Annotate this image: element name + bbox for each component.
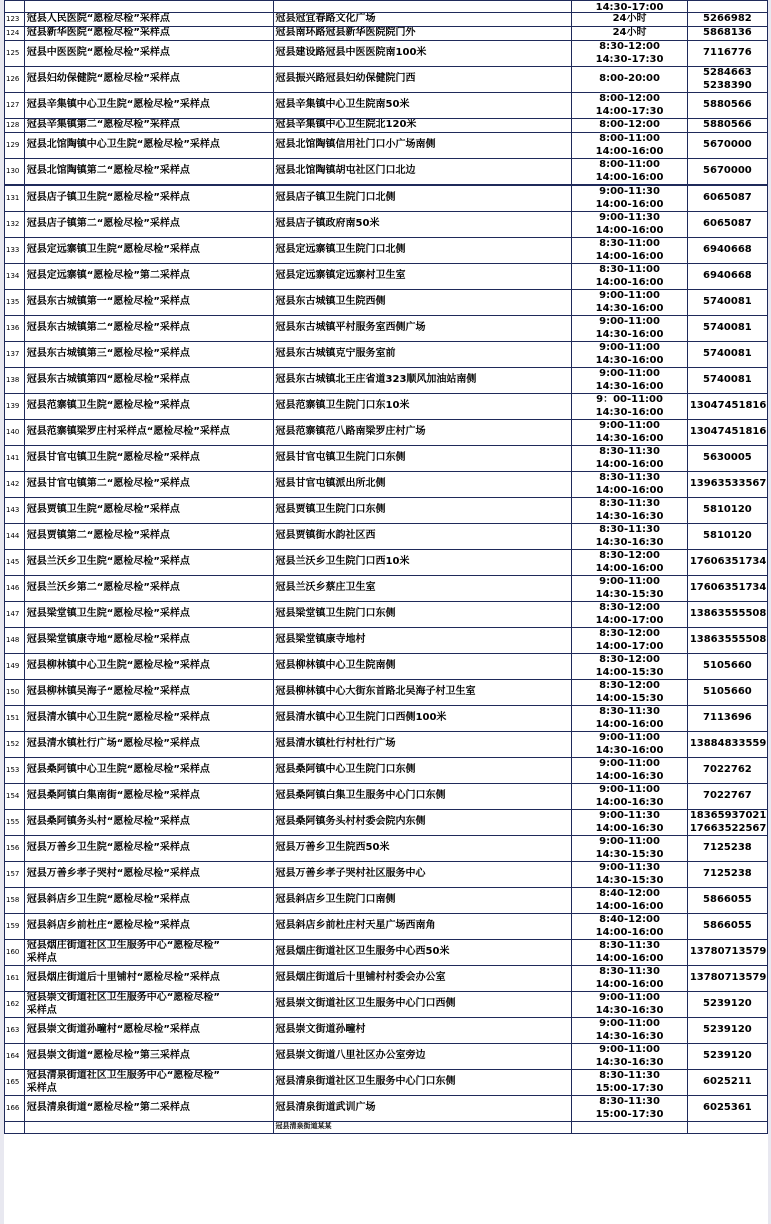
site-name: 冠县中医医院“愿检尽检”采样点	[24, 41, 273, 67]
table-row	[5, 1044, 768, 1070]
site-name: 冠县桑阿镇白集南街“愿检尽检”采样点	[24, 784, 273, 810]
table-row	[5, 93, 768, 119]
site-address: 冠县桑阿镇白集卫生服务中心门口东侧	[273, 784, 572, 810]
site-phone: 7022767	[687, 784, 767, 810]
site-phone: 6025361	[687, 1096, 767, 1122]
table-row	[5, 264, 768, 290]
row-number: 163	[5, 1018, 25, 1044]
table-row-partial-top	[5, 1, 768, 13]
site-address: 冠县东古城镇北王庄省道323顺风加油站南侧	[273, 368, 572, 394]
sampling-sites-table-sheet	[4, 0, 768, 1224]
site-name: 冠县店子镇第二“愿检尽检”采样点	[24, 212, 273, 238]
row-number: 158	[5, 888, 25, 914]
row-number: 133	[5, 238, 25, 264]
site-phone: 17606351734	[687, 576, 767, 602]
row-number: 135	[5, 290, 25, 316]
row-number: 138	[5, 368, 25, 394]
site-phone: 5880566	[687, 93, 767, 119]
site-name: 冠县烟庄街道后十里铺村“愿检尽检”采样点	[24, 966, 273, 992]
site-address: 冠县辛集镇中心卫生院南50米	[273, 93, 572, 119]
site-name: 冠县甘官屯镇第二“愿检尽检”采样点	[24, 472, 273, 498]
site-phone: 5740081	[687, 290, 767, 316]
table-row	[5, 27, 768, 41]
site-name: 冠县清水镇杜行广场“愿检尽检”采样点	[24, 732, 273, 758]
table-row	[5, 119, 768, 133]
site-address: 冠县万善乡卫生院西50米	[273, 836, 572, 862]
table-row	[5, 1096, 768, 1122]
site-phone: 5740081	[687, 368, 767, 394]
site-hours: 9:00-11:00 14:30-16:00	[572, 316, 688, 342]
site-name: 冠县柳林镇中心卫生院“愿检尽检”采样点	[24, 654, 273, 680]
row-number: 136	[5, 316, 25, 342]
site-hours: 8:30-11:30 14:00-16:00	[572, 446, 688, 472]
table-row	[5, 940, 768, 966]
site-hours: 9:00-11:00 14:30-16:30	[572, 1044, 688, 1070]
site-hours: 8:30-11:30 15:00-17:30	[572, 1070, 688, 1096]
site-name: 冠县贾镇第二“愿检尽检”采样点	[24, 524, 273, 550]
table-row	[5, 1018, 768, 1044]
row-number: 157	[5, 862, 25, 888]
site-address: 冠县贾镇街水韵社区西	[273, 524, 572, 550]
site-hours: 8:00-11:00 14:00-16:00	[572, 133, 688, 159]
row-number: 128	[5, 119, 25, 133]
site-phone: 7022762	[687, 758, 767, 784]
site-hours: 9:00-11:00 14:30-15:30	[572, 836, 688, 862]
site-phone: 17606351734	[687, 550, 767, 576]
site-address: 冠县烟庄街道后十里铺村村委会办公室	[273, 966, 572, 992]
row-number: 150	[5, 680, 25, 706]
site-hours: 9:00-11:00 14:30-15:30	[572, 576, 688, 602]
site-hours: 8:30-11:00 14:00-16:00	[572, 264, 688, 290]
site-hours: 9:00-11:00 14:30-16:00	[572, 368, 688, 394]
row-number: 125	[5, 41, 25, 67]
table-row	[5, 159, 768, 186]
row-number: 139	[5, 394, 25, 420]
site-phone: 6025211	[687, 1070, 767, 1096]
site-phone: 13047451816	[687, 420, 767, 446]
site-name: 冠县新华医院“愿检尽检”采样点	[24, 27, 273, 41]
site-hours: 8:30-11:00 14:00-16:00	[572, 238, 688, 264]
site-address: 冠县斜店乡卫生院门口南侧	[273, 888, 572, 914]
site-address: 冠县东古城镇平村服务室西侧广场	[273, 316, 572, 342]
site-address: 冠县北馆陶镇信用社门口小广场南侧	[273, 133, 572, 159]
site-hours: 8:30-11:30 14:00-16:00	[572, 706, 688, 732]
site-hours: 8:00-12:00 14:00-17:30	[572, 93, 688, 119]
table-row	[5, 1070, 768, 1096]
table-row-partial-bottom	[5, 1122, 768, 1134]
table-row	[5, 212, 768, 238]
site-hours: 8:30-12:00 14:00-15:30	[572, 654, 688, 680]
table-row	[5, 41, 768, 67]
site-address: 冠县建设路冠县中医医院南100米	[273, 41, 572, 67]
row-number: 156	[5, 836, 25, 862]
site-phone: 5105660	[687, 654, 767, 680]
row-number: 123	[5, 13, 25, 27]
site-name: 冠县清泉街道社区卫生服务中心“愿检尽检” 采样点	[24, 1070, 273, 1096]
row-number: 146	[5, 576, 25, 602]
site-name: 冠县万善乡孝子哭村“愿检尽检”采样点	[24, 862, 273, 888]
site-phone: 13884833559	[687, 732, 767, 758]
site-address: 冠县南环路冠县新华医院院门外	[273, 27, 572, 41]
site-hours: 8:40-12:00 14:00-16:00	[572, 888, 688, 914]
site-phone: 13863555508	[687, 628, 767, 654]
site-name: 冠县定远寨镇卫生院“愿检尽检”采样点	[24, 238, 273, 264]
site-name: 冠县北馆陶镇中心卫生院“愿检尽检”采样点	[24, 133, 273, 159]
table-row	[5, 784, 768, 810]
site-hours: 8:30-12:00 14:30-17:30	[572, 41, 688, 67]
site-name: 冠县清泉街道“愿检尽检”第二采样点	[24, 1096, 273, 1122]
row-number: 144	[5, 524, 25, 550]
site-name: 冠县东古城镇第二“愿检尽检”采样点	[24, 316, 273, 342]
site-hours	[572, 1122, 688, 1134]
row-number: 142	[5, 472, 25, 498]
site-name	[24, 1, 273, 13]
site-phone: 5630005	[687, 446, 767, 472]
site-hours: 8:30-12:00 14:00-17:00	[572, 628, 688, 654]
table-row	[5, 368, 768, 394]
table-row	[5, 394, 768, 420]
table-row	[5, 498, 768, 524]
row-number: 164	[5, 1044, 25, 1070]
site-hours: 9:00-11:30 14:00-16:00	[572, 185, 688, 212]
site-phone: 5266982	[687, 13, 767, 27]
table-row	[5, 67, 768, 93]
site-hours: 9:00-11:00 14:30-16:00	[572, 290, 688, 316]
site-hours: 8:30-11:30 14:00-16:00	[572, 472, 688, 498]
table-row	[5, 576, 768, 602]
site-hours: 8:30-12:00 14:00-16:00	[572, 550, 688, 576]
site-phone: 13963533567	[687, 472, 767, 498]
table-row	[5, 602, 768, 628]
site-name: 冠县北馆陶镇第二“愿检尽检”采样点	[24, 159, 273, 186]
row-number: 143	[5, 498, 25, 524]
site-hours: 8:40-12:00 14:00-16:00	[572, 914, 688, 940]
table-row	[5, 316, 768, 342]
site-name: 冠县兰沃乡第二“愿检尽检”采样点	[24, 576, 273, 602]
site-address: 冠县振兴路冠县妇幼保健院门西	[273, 67, 572, 93]
sampling-sites-table	[4, 0, 768, 1134]
site-phone: 5810120	[687, 498, 767, 524]
table-body	[5, 1, 768, 1134]
site-name: 冠县清水镇中心卫生院“愿检尽检”采样点	[24, 706, 273, 732]
table-row	[5, 550, 768, 576]
row-number: 124	[5, 27, 25, 41]
table-row	[5, 862, 768, 888]
site-address: 冠县梁堂镇康寺地村	[273, 628, 572, 654]
row-number: 159	[5, 914, 25, 940]
site-address	[273, 1, 572, 13]
site-hours: 9:00-11:00 14:30-16:30	[572, 992, 688, 1018]
site-name	[24, 1122, 273, 1134]
site-name: 冠县定远寨镇“愿检尽检”第二采样点	[24, 264, 273, 290]
row-number	[5, 1122, 25, 1134]
row-number: 166	[5, 1096, 25, 1122]
row-number: 130	[5, 159, 25, 186]
row-number: 141	[5, 446, 25, 472]
table-row	[5, 133, 768, 159]
site-phone: 7125238	[687, 862, 767, 888]
site-hours: 8:30-11:30 14:00-16:00	[572, 966, 688, 992]
site-phone: 5740081	[687, 316, 767, 342]
row-number: 137	[5, 342, 25, 368]
row-number: 161	[5, 966, 25, 992]
site-name: 冠县辛集镇第二“愿检尽检”采样点	[24, 119, 273, 133]
site-name: 冠县甘官屯镇卫生院“愿检尽检”采样点	[24, 446, 273, 472]
site-address: 冠县甘官屯镇派出所北侧	[273, 472, 572, 498]
table-row	[5, 342, 768, 368]
site-name: 冠县人民医院“愿检尽检”采样点	[24, 13, 273, 27]
site-address: 冠县崇文街道孙疃村	[273, 1018, 572, 1044]
site-hours: 8:30-12:00 14:00-15:30	[572, 680, 688, 706]
site-address: 冠县清水镇中心卫生院门口西侧100米	[273, 706, 572, 732]
site-name: 冠县梁堂镇康寺地“愿检尽检”采样点	[24, 628, 273, 654]
site-phone	[687, 1, 767, 13]
site-phone: 18365937021 17663522567	[687, 810, 767, 836]
site-name: 冠县桑阿镇中心卫生院“愿检尽检”采样点	[24, 758, 273, 784]
row-number: 145	[5, 550, 25, 576]
table-row	[5, 706, 768, 732]
site-name: 冠县崇文街道社区卫生服务中心“愿检尽检” 采样点	[24, 992, 273, 1018]
site-name: 冠县柳林镇吴海子“愿检尽检”采样点	[24, 680, 273, 706]
site-hours: 9:00-11:00 14:00-16:30	[572, 758, 688, 784]
site-phone: 6065087	[687, 212, 767, 238]
site-hours: 8:00-11:00 14:00-16:00	[572, 159, 688, 186]
site-phone: 5880566	[687, 119, 767, 133]
site-name: 冠县东古城镇第四“愿检尽检”采样点	[24, 368, 273, 394]
site-name: 冠县贾镇卫生院“愿检尽检”采样点	[24, 498, 273, 524]
site-phone: 7113696	[687, 706, 767, 732]
row-number: 149	[5, 654, 25, 680]
row-number: 134	[5, 264, 25, 290]
site-address: 冠县范寨镇范八路南梁罗庄村广场	[273, 420, 572, 446]
row-number: 151	[5, 706, 25, 732]
table-row	[5, 446, 768, 472]
table-row	[5, 628, 768, 654]
table-row	[5, 992, 768, 1018]
site-name: 冠县烟庄街道社区卫生服务中心“愿检尽检” 采样点	[24, 940, 273, 966]
site-phone: 5105660	[687, 680, 767, 706]
site-address: 冠县万善乡孝子哭村社区服务中心	[273, 862, 572, 888]
site-hours: 9：00-11:00 14:30-16:00	[572, 394, 688, 420]
site-phone: 5866055	[687, 914, 767, 940]
row-number: 165	[5, 1070, 25, 1096]
site-name: 冠县桑阿镇务头村“愿检尽检”采样点	[24, 810, 273, 836]
table-row	[5, 914, 768, 940]
site-phone: 13047451816	[687, 394, 767, 420]
site-phone: 6940668	[687, 264, 767, 290]
row-number: 155	[5, 810, 25, 836]
site-address: 冠县定远寨镇定远寨村卫生室	[273, 264, 572, 290]
table-row	[5, 185, 768, 212]
site-hours: 24小时	[572, 13, 688, 27]
row-number: 148	[5, 628, 25, 654]
site-name: 冠县店子镇卫生院“愿检尽检”采样点	[24, 185, 273, 212]
site-name: 冠县斜店乡前杜庄“愿检尽检”采样点	[24, 914, 273, 940]
table-row	[5, 680, 768, 706]
row-number: 126	[5, 67, 25, 93]
site-hours: 9:00-11:30 14:30-15:30	[572, 862, 688, 888]
row-number: 129	[5, 133, 25, 159]
site-address: 冠县店子镇卫生院门口北侧	[273, 185, 572, 212]
site-phone: 5284663 5238390	[687, 67, 767, 93]
site-address: 冠县柳林镇中心卫生院南侧	[273, 654, 572, 680]
site-address: 冠县定远寨镇卫生院门口北侧	[273, 238, 572, 264]
table-row	[5, 836, 768, 862]
site-phone: 6065087	[687, 185, 767, 212]
site-phone: 13863555508	[687, 602, 767, 628]
table-row	[5, 654, 768, 680]
table-row	[5, 758, 768, 784]
row-number: 132	[5, 212, 25, 238]
site-name: 冠县兰沃乡卫生院“愿检尽检”采样点	[24, 550, 273, 576]
site-address: 冠县崇文街道社区卫生服务中心门口西侧	[273, 992, 572, 1018]
site-hours: 24小时	[572, 27, 688, 41]
site-phone: 13780713579	[687, 940, 767, 966]
site-address: 冠县柳林镇中心大街东首路北吴海子村卫生室	[273, 680, 572, 706]
site-phone: 5239120	[687, 1044, 767, 1070]
site-hours: 8:00-12:00	[572, 119, 688, 133]
site-name: 冠县万善乡卫生院“愿检尽检”采样点	[24, 836, 273, 862]
row-number: 162	[5, 992, 25, 1018]
row-number: 154	[5, 784, 25, 810]
row-number: 152	[5, 732, 25, 758]
site-address: 冠县北馆陶镇胡屯社区门口北边	[273, 159, 572, 186]
site-name: 冠县妇幼保健院“愿检尽检”采样点	[24, 67, 273, 93]
site-address: 冠县甘官屯镇卫生院门口东侧	[273, 446, 572, 472]
site-phone: 5810120	[687, 524, 767, 550]
site-address: 冠县清水镇杜行村杜行广场	[273, 732, 572, 758]
site-name: 冠县范寨镇梁罗庄村采样点“愿检尽检”采样点	[24, 420, 273, 446]
site-address: 冠县范寨镇卫生院门口东10米	[273, 394, 572, 420]
row-number	[5, 1, 25, 13]
row-number: 140	[5, 420, 25, 446]
table-row	[5, 420, 768, 446]
site-hours: 8:30-12:00 14:00-17:00	[572, 602, 688, 628]
site-name: 冠县崇文街道“愿检尽检”第三采样点	[24, 1044, 273, 1070]
site-hours: 8:30-11:30 14:30-16:30	[572, 524, 688, 550]
site-phone: 5239120	[687, 1018, 767, 1044]
table-row	[5, 732, 768, 758]
site-phone: 13780713579	[687, 966, 767, 992]
site-address: 冠县兰沃乡蔡庄卫生室	[273, 576, 572, 602]
site-address: 冠县桑阿镇务头村村委会院内东侧	[273, 810, 572, 836]
site-name: 冠县东古城镇第三“愿检尽检”采样点	[24, 342, 273, 368]
site-address: 冠县兰沃乡卫生院门口西10米	[273, 550, 572, 576]
site-hours: 9:00-11:00 14:30-16:00	[572, 420, 688, 446]
table-row	[5, 966, 768, 992]
site-address: 冠县清泉街道社区卫生服务中心门口东侧	[273, 1070, 572, 1096]
site-hours: 8:30-11:30 14:00-16:00	[572, 940, 688, 966]
site-name: 冠县梁堂镇卫生院“愿检尽检”采样点	[24, 602, 273, 628]
site-address: 冠县梁堂镇卫生院门口东侧	[273, 602, 572, 628]
table-row	[5, 238, 768, 264]
table-row	[5, 472, 768, 498]
site-address: 冠县清泉街道武训广场	[273, 1096, 572, 1122]
site-name: 冠县辛集镇中心卫生院“愿检尽检”采样点	[24, 93, 273, 119]
site-phone: 5868136	[687, 27, 767, 41]
row-number: 147	[5, 602, 25, 628]
site-address: 冠县东古城镇卫生院西侧	[273, 290, 572, 316]
site-hours: 14:30-17:00	[572, 1, 688, 13]
site-name: 冠县斜店乡卫生院“愿检尽检”采样点	[24, 888, 273, 914]
site-phone: 5866055	[687, 888, 767, 914]
site-address: 冠县清泉街道某某	[273, 1122, 572, 1134]
site-hours: 9:00-11:30 14:00-16:30	[572, 810, 688, 836]
site-hours: 8:30-11:30 14:30-16:30	[572, 498, 688, 524]
site-address: 冠县桑阿镇中心卫生院门口东侧	[273, 758, 572, 784]
site-name: 冠县崇文街道孙疃村“愿检尽检”采样点	[24, 1018, 273, 1044]
site-hours: 8:00-20:00	[572, 67, 688, 93]
row-number: 127	[5, 93, 25, 119]
site-phone: 5239120	[687, 992, 767, 1018]
site-address: 冠县贾镇卫生院门口东侧	[273, 498, 572, 524]
site-hours: 8:30-11:30 15:00-17:30	[572, 1096, 688, 1122]
table-row	[5, 810, 768, 836]
row-number: 131	[5, 185, 25, 212]
site-address: 冠县店子镇政府南50米	[273, 212, 572, 238]
site-address: 冠县斜店乡前杜庄村天星广场西南角	[273, 914, 572, 940]
site-address: 冠县辛集镇中心卫生院北120米	[273, 119, 572, 133]
site-hours: 9:00-11:00 14:00-16:30	[572, 784, 688, 810]
row-number: 153	[5, 758, 25, 784]
row-number: 160	[5, 940, 25, 966]
site-hours: 9:00-11:00 14:30-16:30	[572, 1018, 688, 1044]
site-hours: 9:00-11:30 14:00-16:00	[572, 212, 688, 238]
table-row	[5, 524, 768, 550]
site-name: 冠县东古城镇第一“愿检尽检”采样点	[24, 290, 273, 316]
site-phone: 5670000	[687, 133, 767, 159]
table-row	[5, 13, 768, 27]
site-address: 冠县烟庄街道社区卫生服务中心西50米	[273, 940, 572, 966]
site-address: 冠县东古城镇克宁服务室前	[273, 342, 572, 368]
table-row	[5, 888, 768, 914]
site-name: 冠县范寨镇卫生院“愿检尽检”采样点	[24, 394, 273, 420]
site-phone: 7116776	[687, 41, 767, 67]
site-address: 冠县冠宜春路文化广场	[273, 13, 572, 27]
site-phone: 5740081	[687, 342, 767, 368]
site-address: 冠县崇文街道八里社区办公室旁边	[273, 1044, 572, 1070]
table-row	[5, 290, 768, 316]
site-hours: 9:00-11:00 14:30-16:00	[572, 342, 688, 368]
site-hours: 9:00-11:00 14:30-16:00	[572, 732, 688, 758]
site-phone: 6940668	[687, 238, 767, 264]
site-phone: 5670000	[687, 159, 767, 186]
site-phone: 7125238	[687, 836, 767, 862]
site-phone	[687, 1122, 767, 1134]
